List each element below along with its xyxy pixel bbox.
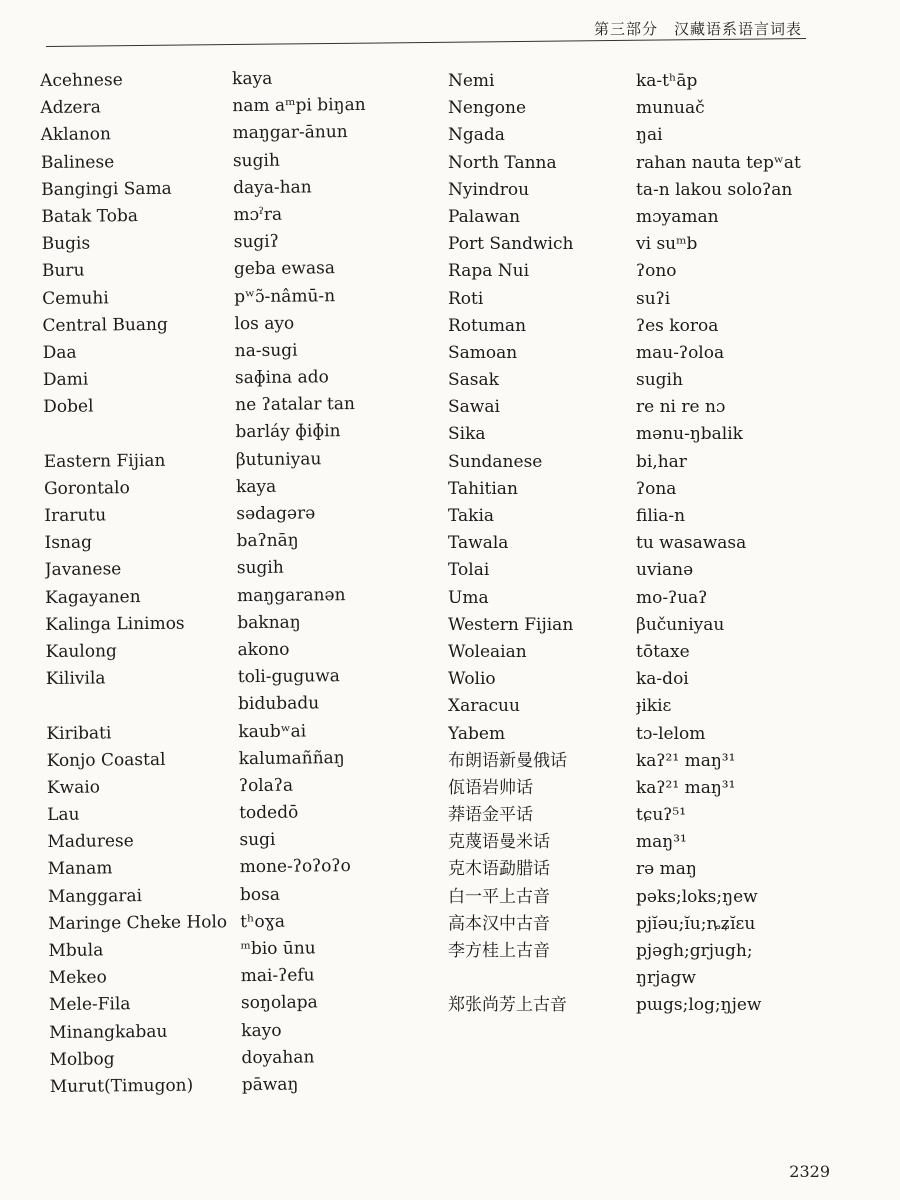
language-name: Kalinga Linimos (45, 613, 185, 635)
word-form: maŋ³¹ (636, 832, 687, 853)
word-form: kaʔ²¹ maŋ³¹ (636, 750, 736, 771)
word-entry (448, 394, 821, 421)
language-name: Acehnese (40, 70, 123, 91)
word-entry (45, 635, 442, 666)
word-form: kayo (241, 1020, 282, 1041)
language-name: 克木语勐腊话 (448, 859, 550, 880)
language-name: 郑张尚芳上古音 (448, 995, 567, 1016)
word-entry (46, 689, 443, 720)
word-form: kaya (235, 476, 277, 497)
language-name: Batak Toba (41, 206, 139, 227)
language-name: 布朗语新曼俄话 (448, 750, 567, 771)
language-name: Nengone (448, 98, 527, 119)
language-name: Mele-Fila (48, 994, 131, 1016)
word-form: pjəgh;grjugh; (636, 941, 753, 961)
word-form: tu wasawasa (636, 533, 747, 554)
word-form: bi,har (636, 451, 687, 472)
word-entry (448, 68, 821, 95)
header-rule (46, 38, 806, 47)
page-number: 2329 (789, 1162, 830, 1181)
language-name: Molbog (49, 1049, 115, 1070)
right-column (448, 68, 821, 1020)
language-name: Woleaian (448, 641, 527, 662)
language-name: Minangkabau (49, 1021, 168, 1043)
word-form: barláy ɸiɸin (235, 421, 341, 443)
word-form: sədagərə (236, 503, 316, 525)
language-name: 佤语岩帅话 (448, 777, 533, 798)
word-form: sugiʔ (233, 231, 279, 253)
word-form: tɔ-lelom (636, 723, 706, 744)
word-entry (448, 911, 821, 938)
word-entry (448, 693, 821, 720)
language-name: Kagayanen (44, 586, 141, 608)
language-name: Central Buang (42, 314, 168, 336)
word-form: bidubadu (238, 693, 320, 715)
word-form: toli-guguwa (237, 666, 340, 688)
language-name: Isnag (44, 532, 93, 554)
language-name: 莽语金平话 (448, 805, 533, 826)
word-entry (47, 744, 444, 775)
language-name: Palawan (448, 206, 521, 227)
word-entry (448, 585, 821, 612)
word-form: uvianə (636, 560, 694, 581)
word-entry (48, 934, 445, 965)
language-name: Balinese (40, 151, 115, 173)
language-name: Yabem (448, 723, 506, 744)
language-name: Tolai (448, 560, 490, 581)
word-entry (448, 367, 821, 394)
word-entry (49, 989, 446, 1020)
language-name: Buru (41, 260, 85, 282)
word-entry (49, 1016, 446, 1047)
word-form: mai-ʔefu (240, 965, 315, 987)
language-name: Daa (42, 342, 77, 363)
word-form: pāwaŋ (241, 1074, 299, 1096)
word-form: rahan nauta tepʷat (636, 152, 801, 173)
word-form: kalumaññaŋ (238, 747, 345, 769)
language-name: Kilivila (45, 668, 106, 690)
language-name: Kaulong (45, 641, 117, 662)
word-form: tōtaxe (636, 641, 690, 662)
word-entry (41, 200, 438, 231)
language-name: Port Sandwich (448, 234, 574, 255)
word-entry (448, 557, 821, 584)
word-form: vi suᵐb (636, 234, 698, 255)
word-form: baʔnāŋ (236, 530, 299, 552)
word-entry (45, 608, 442, 639)
word-entry (448, 666, 821, 693)
word-entry (448, 639, 821, 666)
word-entry (41, 119, 438, 150)
word-entry (448, 802, 821, 829)
language-name: Manam (47, 858, 113, 880)
word-entry (47, 798, 444, 829)
left-column (40, 64, 447, 1101)
language-name: Sika (448, 424, 486, 445)
word-entry (42, 227, 439, 258)
word-entry (41, 173, 438, 204)
word-form: mənu-ŋbalik (636, 424, 743, 445)
language-name: Javanese (44, 559, 122, 581)
language-name: Sasak (448, 370, 499, 391)
word-entry (448, 530, 821, 557)
word-form: suʔi (636, 288, 671, 309)
language-name: 白一平上古音 (448, 886, 550, 907)
word-form: ka-doi (636, 669, 689, 690)
language-name: Madurese (47, 831, 134, 853)
language-name (46, 691, 238, 720)
running-head: 第三部分 汉藏语系语言词表 (593, 20, 802, 38)
language-name: Sundanese (448, 451, 543, 472)
word-entry (50, 1070, 447, 1101)
language-name: Ngada (448, 125, 505, 146)
word-form: munuač (636, 98, 705, 119)
language-name: Mekeo (48, 967, 107, 989)
word-entry (448, 204, 821, 231)
word-entry (49, 961, 446, 992)
language-name: Wolio (448, 669, 496, 690)
language-name: 克蔑语曼米话 (448, 832, 550, 853)
language-name: Uma (448, 587, 489, 608)
word-entry (448, 829, 821, 856)
word-entry (448, 503, 821, 530)
language-name: Bugis (41, 233, 91, 255)
language-name: Eastern Fijian (43, 450, 166, 472)
word-entry (40, 64, 437, 95)
language-name: Mbula (48, 940, 104, 961)
word-form: ʔona (636, 478, 677, 499)
word-form: maŋgaranən (236, 584, 346, 606)
word-entry (42, 309, 439, 340)
word-entry (448, 856, 821, 883)
word-form: ɟikiɛ (636, 696, 672, 717)
word-form: pɯgs;log;ŋjew (636, 995, 762, 1016)
language-name: Adzera (40, 97, 101, 119)
language-name: Irarutu (44, 505, 107, 526)
language-name: 李方桂上古音 (448, 941, 550, 961)
word-form: ne ʔatalar tan (235, 394, 355, 416)
word-form: ᵐbio ūnu (240, 938, 316, 960)
word-entry (44, 445, 441, 476)
word-form: sugi (239, 830, 276, 851)
word-entry (448, 231, 821, 258)
word-entry (448, 150, 821, 177)
word-form: sugih (232, 150, 280, 171)
word-form: ŋai (636, 125, 663, 146)
word-entry (45, 554, 442, 585)
word-entry (48, 853, 445, 884)
word-entry (42, 282, 439, 313)
word-entry (448, 992, 821, 1019)
word-form: baknaŋ (237, 612, 301, 633)
word-entry (44, 472, 441, 503)
word-entry (44, 526, 441, 557)
word-form: kaubʷai (238, 720, 307, 742)
word-form: na-sugi (234, 340, 298, 362)
word-form: βučuniyau (636, 614, 725, 635)
word-entry (448, 965, 821, 992)
word-entry (42, 254, 439, 285)
word-form: tɕuʔ⁵¹ (636, 805, 687, 826)
word-entry (44, 499, 441, 530)
language-name: Gorontalo (43, 477, 130, 499)
word-entry (46, 717, 443, 748)
word-entry (448, 612, 821, 639)
word-entry (448, 721, 821, 748)
word-form: akono (237, 639, 290, 661)
word-entry (448, 258, 821, 285)
word-entry (448, 95, 821, 122)
word-form: pəks;loks;ŋew (636, 886, 758, 907)
word-form: ŋrjagw (636, 968, 696, 989)
word-entry (45, 581, 442, 612)
word-entry (448, 340, 821, 367)
language-name: Nyindrou (448, 179, 530, 200)
language-name: Western Fijian (448, 614, 574, 635)
word-form: ta-n lakou soloʔan (636, 179, 793, 200)
word-entry (43, 336, 440, 367)
word-form: ka-tʰāp (636, 71, 698, 91)
language-name: Xaracuu (448, 696, 520, 717)
word-form: mau-ʔoloa (636, 342, 725, 363)
word-entry (47, 825, 444, 856)
language-name: Bangingi Sama (41, 178, 172, 200)
word-form: ʔolaʔa (238, 775, 294, 796)
word-form: mone-ʔoʔoʔo (239, 856, 351, 878)
word-form: βutuniyau (235, 448, 322, 470)
language-name: North Tanna (448, 152, 557, 173)
language-name: Manggarai (47, 885, 143, 907)
word-form: doyahan (241, 1047, 315, 1068)
word-form: mo-ʔuaʔ (636, 587, 708, 608)
word-form: ʔes koroa (636, 315, 719, 336)
language-name: 高本汉中古音 (448, 913, 550, 934)
word-form: bosa (239, 884, 281, 905)
word-form: maŋgar-ānun (232, 122, 348, 144)
word-entry (448, 313, 821, 340)
word-form: kaya (232, 68, 273, 90)
language-name: Roti (448, 288, 484, 309)
word-form: re ni re nɔ (636, 397, 726, 418)
word-form: daya-han (233, 177, 312, 198)
word-entry (448, 449, 821, 476)
word-entry (48, 907, 445, 938)
language-name: Cemuhi (42, 287, 109, 309)
word-entry (43, 418, 440, 449)
language-name: Kwaio (46, 777, 101, 798)
word-form: rə maŋ (636, 859, 697, 880)
word-entry (448, 748, 821, 775)
word-form: soŋolapa (240, 992, 318, 1014)
word-form: sugih (636, 370, 683, 391)
language-name: Kiribati (46, 722, 112, 744)
word-form: sugih (236, 558, 284, 579)
word-form: tʰoɣa (240, 911, 286, 932)
language-name: Tahitian (448, 478, 518, 499)
language-name: Rotuman (448, 315, 527, 336)
word-form: geba ewasa (233, 258, 336, 280)
word-form: filia-n (636, 506, 686, 526)
language-name: Sawai (448, 397, 500, 418)
language-name: Takia (448, 506, 495, 526)
word-entry (448, 421, 821, 448)
word-form: pjĭəu;ĭu;ȵʑĭɛu (636, 913, 756, 934)
word-entry (46, 662, 443, 693)
word-entry (43, 390, 440, 421)
language-name: Murut(Timugon) (49, 1075, 194, 1097)
language-name: Aklanon (40, 124, 112, 146)
word-entry (448, 884, 821, 911)
word-entry (40, 91, 437, 122)
word-entry (448, 286, 821, 313)
language-name (448, 965, 636, 992)
word-form: los ayo (234, 313, 295, 334)
word-form: nam aᵐpi biŋan (232, 95, 366, 117)
word-form: mɔyaman (636, 206, 719, 227)
word-form: pʷɔ̃-nâmū-n (234, 285, 336, 307)
word-entry (48, 880, 445, 911)
language-name (43, 420, 235, 449)
word-entry (47, 771, 444, 802)
language-name: Samoan (448, 342, 518, 363)
word-entry (41, 146, 438, 177)
word-form: kaʔ²¹ maŋ³¹ (636, 777, 736, 798)
word-entry (49, 1043, 446, 1074)
language-name: Rapa Nui (448, 261, 530, 282)
language-name: Dobel (43, 396, 94, 418)
word-entry (43, 363, 440, 394)
language-name: Konjo Coastal (46, 749, 166, 771)
word-form: todedō (239, 802, 299, 824)
word-entry (448, 476, 821, 503)
language-name: Lau (47, 804, 80, 826)
word-form: mɔˀra (233, 204, 283, 226)
word-entry (448, 775, 821, 802)
word-entry (448, 938, 821, 965)
language-name: Maringe Cheke Holo (48, 912, 228, 934)
word-form: ʔono (636, 261, 677, 282)
word-form: saɸina ado (234, 367, 329, 389)
language-name: Nemi (448, 71, 495, 91)
word-entry (448, 122, 821, 149)
word-entry (448, 177, 821, 204)
language-name: Dami (42, 369, 89, 391)
language-name: Tawala (448, 533, 509, 554)
